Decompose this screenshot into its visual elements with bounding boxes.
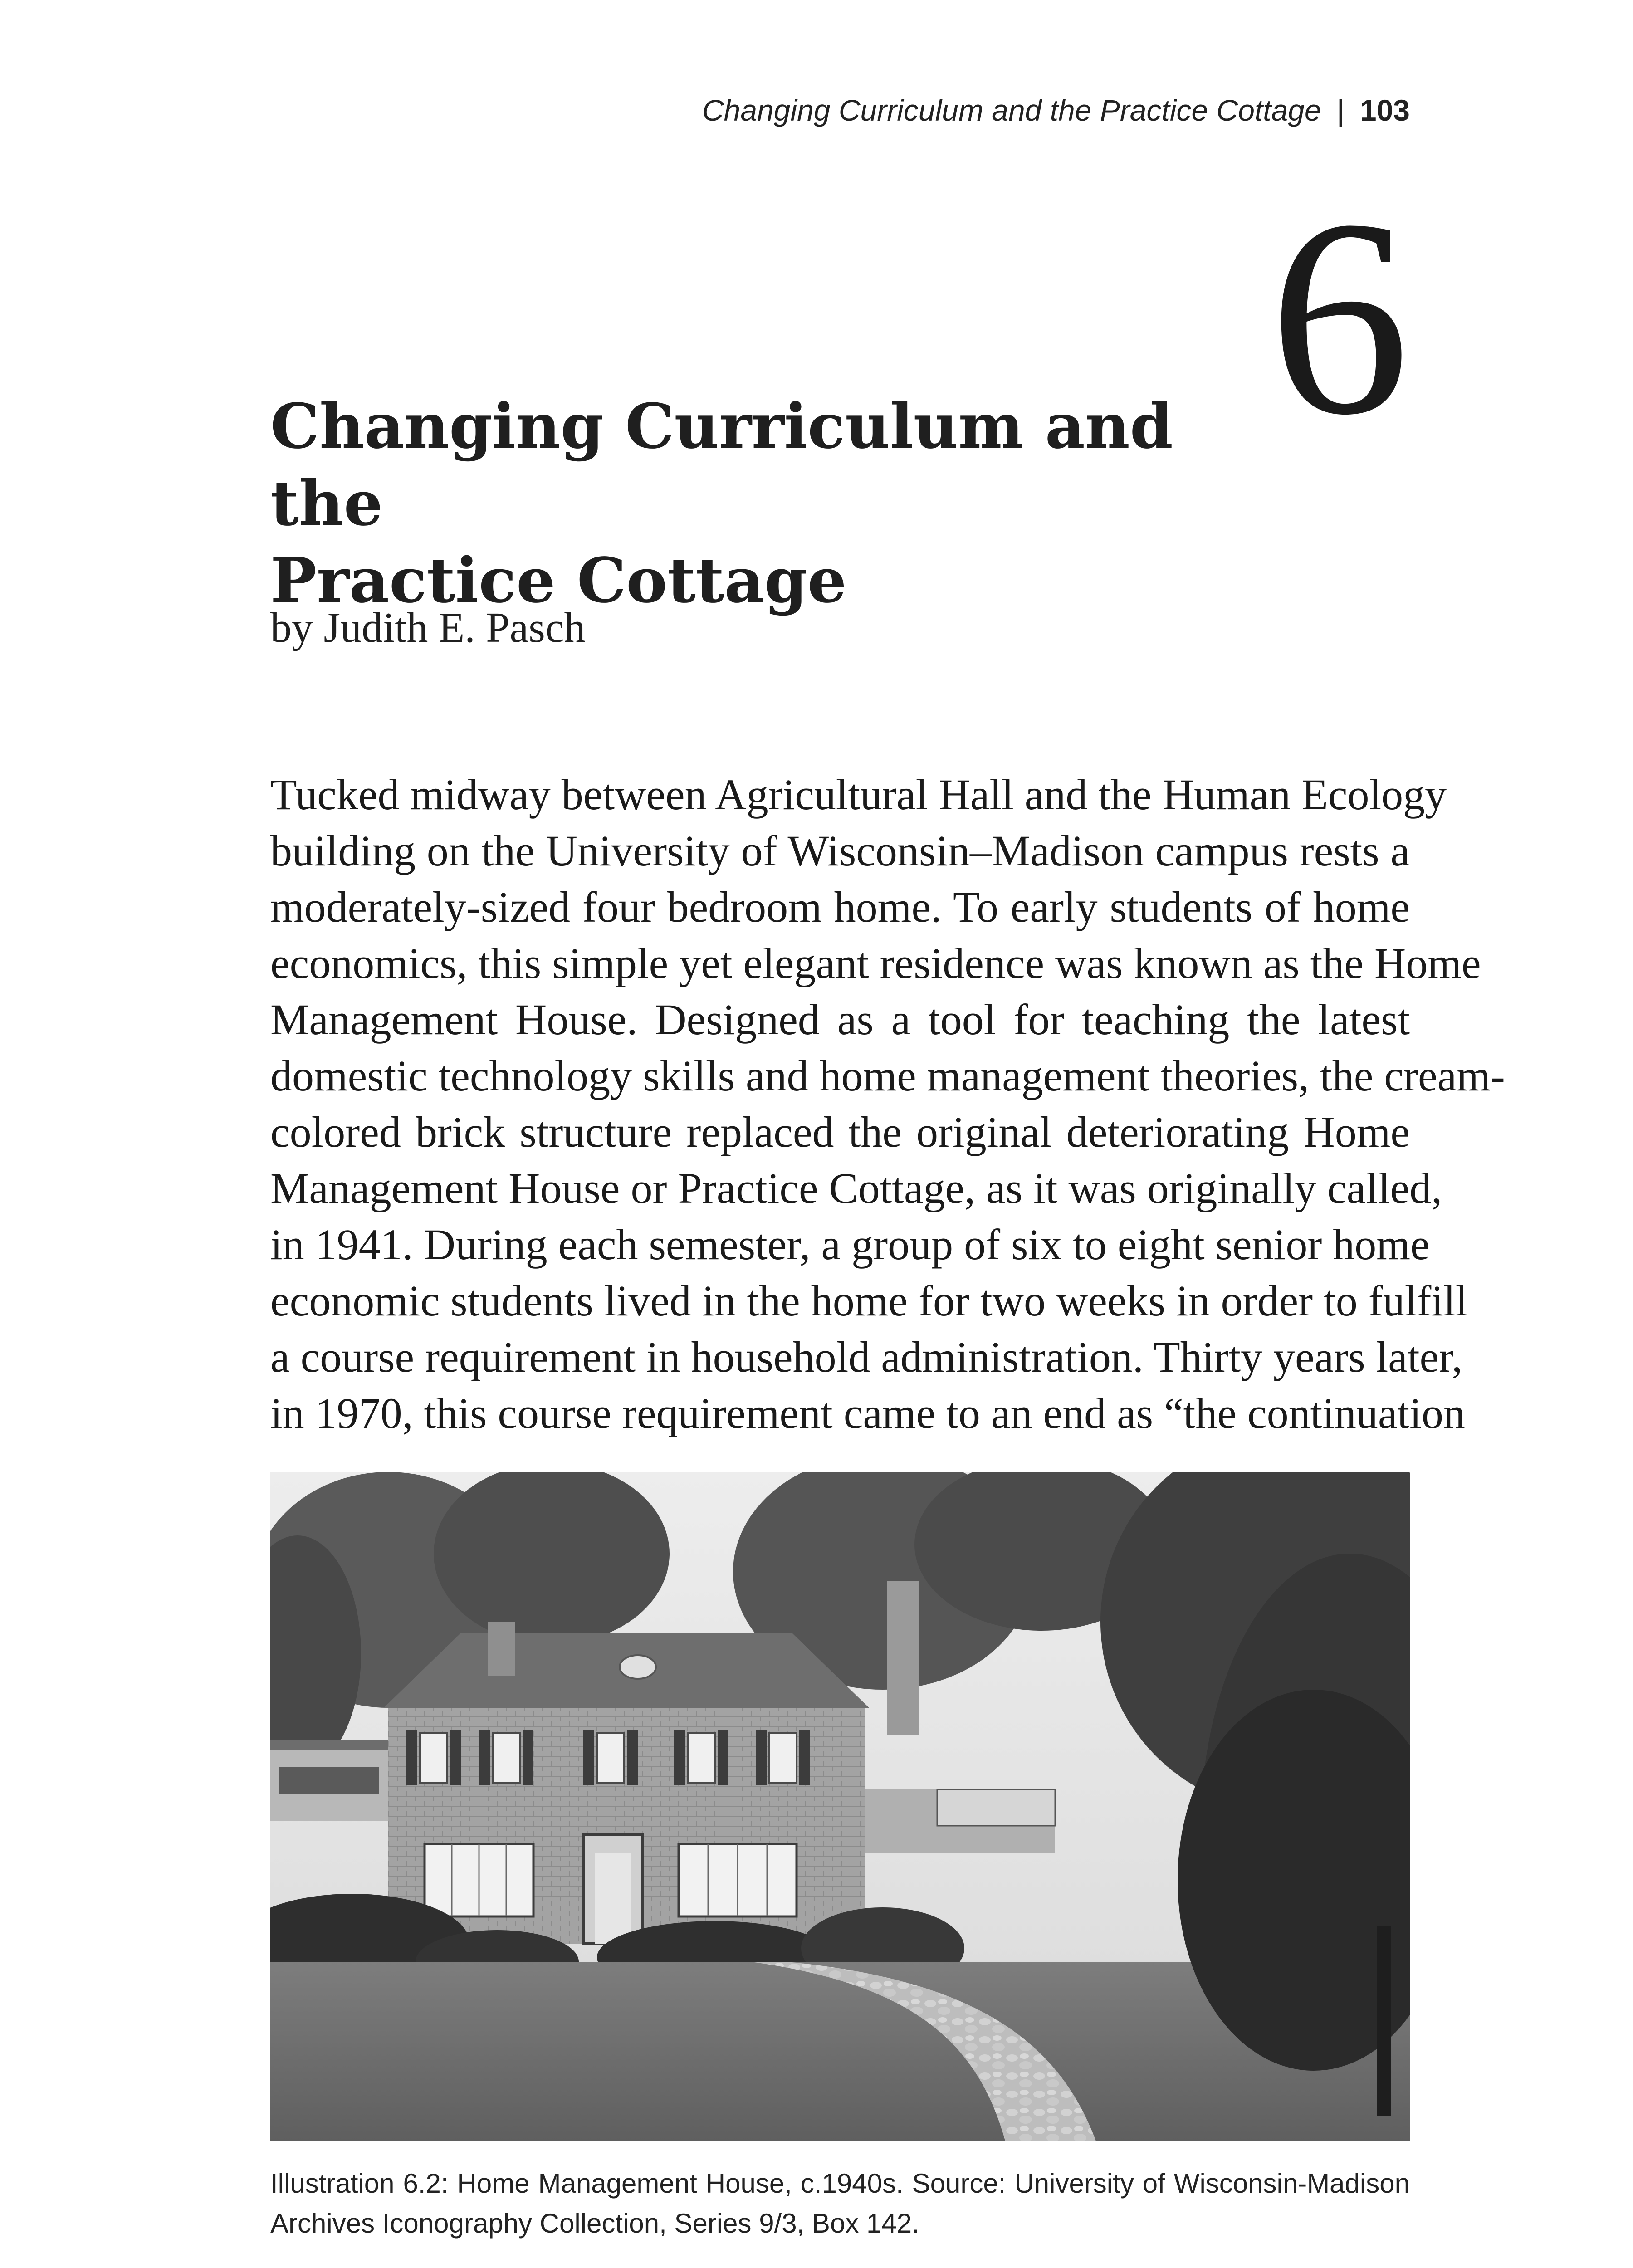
- running-head-title: Changing Curriculum and the Practice Cottage: [702, 93, 1321, 127]
- body-line: Tucked midway between Agricultural Hall and the Human Ecology: [270, 770, 1447, 819]
- body-paragraph: [270, 767, 1505, 1442]
- body-line: in 1941. During each semester, a group of six to eight senior home: [270, 1220, 1430, 1269]
- body-line: economic students lived in the home for two weeks in order to fulfill: [270, 1276, 1468, 1325]
- page-number: 103: [1359, 93, 1410, 127]
- chapter-title-line: Changing Curriculum and the: [270, 390, 1173, 540]
- chapter-number: 6: [1269, 162, 1410, 473]
- porch-right: [865, 1789, 1055, 1853]
- body-line: Management House or Practice Cottage, as it was originally called,: [270, 1164, 1442, 1212]
- author-byline: by Judith E. Pasch: [270, 604, 586, 651]
- body-line: building on the University of Wisconsin–Madison campus rests a: [270, 826, 1410, 875]
- body-line: colored brick structure replaced the original deteriorating Home: [270, 1108, 1410, 1156]
- side-wing-left: [270, 1740, 393, 1821]
- body-line: economics, this simple yet elegant residence was known as the Home: [270, 939, 1481, 987]
- caption-line: Archives Iconography Collection, Series 9/3, Box 142.: [270, 2208, 919, 2239]
- body-line: Management House. Designed as a tool for teaching the latest: [270, 995, 1410, 1044]
- house-photograph: [270, 1472, 1410, 2141]
- running-head-separator: |: [1336, 93, 1345, 127]
- running-head: [702, 93, 1410, 127]
- body-line: in 1970, this course requirement came to an end as “the continuation: [270, 1389, 1465, 1437]
- chapter-title: [270, 388, 1178, 619]
- body-line: domestic technology skills and home management theories, the cream-: [270, 1051, 1505, 1100]
- caption-line: Illustration 6.2: Home Management House, c.1940s. Source: University of Wisconsin-Madison: [270, 2168, 1410, 2199]
- chapter-title-line: Practice Cottage: [270, 544, 847, 617]
- body-line: a course requirement in household administration. Thirty years later,: [270, 1333, 1463, 1381]
- body-line: moderately-sized four bedroom home. To early students of home: [270, 883, 1410, 931]
- figure-caption: [270, 2164, 1410, 2244]
